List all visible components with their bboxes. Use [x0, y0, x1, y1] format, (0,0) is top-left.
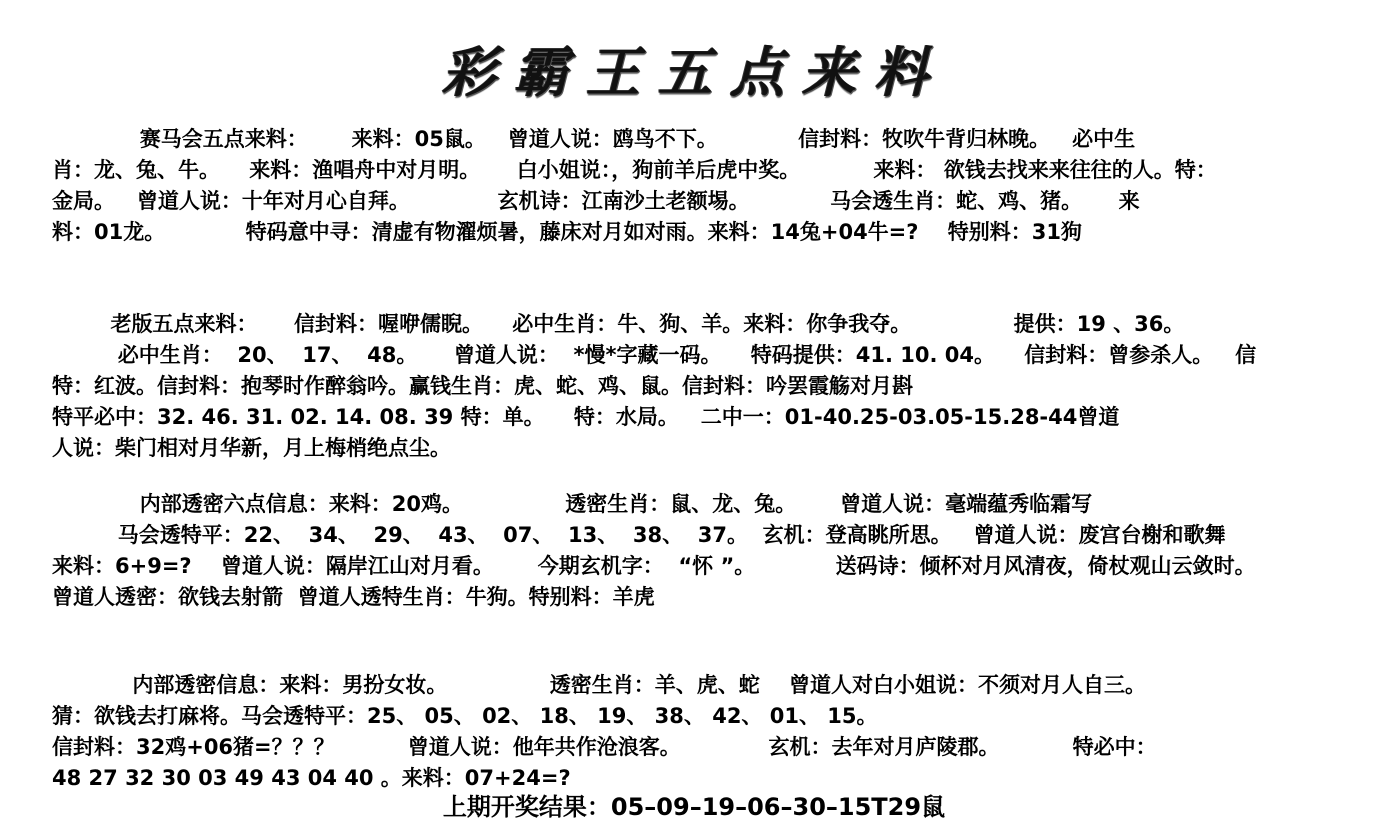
text-line: 必中生肖： 20、 17、 48。 曾道人说： *慢*字藏一码。 特码提供：41. 10. 04。 信封料：曾参杀人。 信	[52, 343, 1257, 367]
text-line: 料：01龙。 特码意中寻：清虚有物濯烦暑，藤床对月如对雨。来料：14兔+04牛=? 特别料：31狗	[52, 220, 1082, 244]
text-line: 来料：6+9=? 曾道人说：隔岸江山对月看。 今期玄机字： “怀 ”。 送码诗：倾杯对月风清夜，倚杖观山云敛时。	[52, 554, 1256, 578]
text-line: 人说：柴门相对月华新，月上梅梢绝点尘。	[52, 436, 451, 460]
page-title: 彩霸王五点来料	[442, 40, 946, 104]
text-line: 48 27 32 30 03 49 43 04 40 。来料：07+24=?	[52, 766, 571, 790]
text-line: 曾道人透密：欲钱去射箭 曾道人透特生肖：牛狗。特别料：羊虎	[52, 585, 655, 609]
text-line: 内部透密六点信息：来料：20鸡。 透密生肖：鼠、龙、兔。 曾道人说：毫端蕴秀临霜写	[52, 492, 1093, 516]
text-line: 特：红波。信封料：抱琴时作醉翁吟。赢钱生肖：虎、蛇、鸡、鼠。信封料：吟罢霞觞对月斟	[52, 374, 913, 398]
text-line: 内部透密信息：来料：男扮女妆。 透密生肖：羊、虎、蛇 曾道人对白小姐说：不须对月人自三。	[52, 673, 1147, 697]
text-line: 赛马会五点来料： 来料：05鼠。 曾道人说：鸥鸟不下。 信封料：牧吹牛背归林晚。 必中生	[52, 127, 1136, 151]
text-line: 马会透特平：22、 34、 29、 43、 07、 13、 38、 37。 玄机：登高眺所思。 曾道人说：废宫台榭和歌舞	[52, 523, 1226, 547]
text-line: 肖：龙、兔、牛。 来料：渔唱舟中对月明。 白小姐说：，狗前羊后虎中奖。 来料： 欲钱去找来来往往的人。特：	[52, 158, 1217, 182]
text-line: 特平必中：32. 46. 31. 02. 14. 08. 39 特：单。 特：水局。 二中一：01-40.25-03.05-15.28-44曾道	[52, 405, 1120, 429]
last-draw-result: 上期开奖结果：05–09–19–06–30–15T29鼠	[442, 793, 946, 821]
text-line: 老版五点来料： 信封料：喔咿儒睨。 必中生肖：牛、狗、羊。来料：你争我夺。 提供：19 、36。	[52, 312, 1185, 336]
text-line: 金局。 曾道人说：十年对月心自拜。 玄机诗：江南沙土老额埸。 马会透生肖：蛇、鸡、猪。 来	[52, 189, 1140, 213]
text-line: 猜：欲钱去打麻将。马会透特平：25、 05、 02、 18、 19、 38、 42、 01、 15。	[52, 704, 878, 728]
text-line: 信封料：32鸡+06猪=？？？ 曾道人说：他年共作沧浪客。 玄机：去年对月庐陵郡。 特必中：	[52, 735, 1157, 759]
